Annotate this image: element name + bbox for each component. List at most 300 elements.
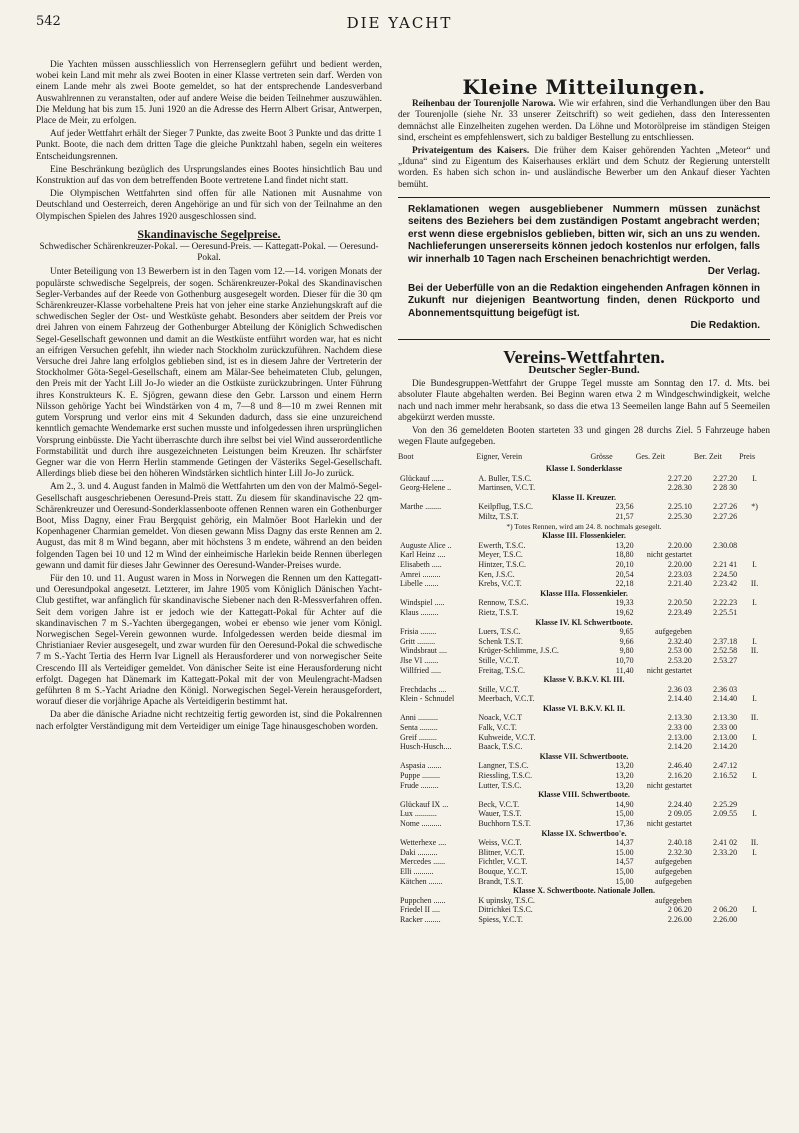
- section-title: Skandinavische Segelpreise.: [137, 226, 281, 241]
- owner-club: Martinsen, V.C.T.: [478, 483, 536, 493]
- section-subline: Schwedischer Schärenkreuzer-Pokal. — Oeresund-Preis. — Kattegatt-Pokal. — Oeresund-Pokal.: [39, 242, 379, 264]
- divider: [398, 197, 770, 198]
- corrected-time: 2.27.26: [713, 512, 738, 522]
- news-item: [398, 146, 770, 191]
- notice-redaktion-text: Bei der Ueberfülle von an die Redaktion eingehenden Anfragen können in Zukunft nur diejenigen Beantwortung finden, denen Rückporto und Abonnementsquittung beigefügt ist.: [408, 282, 760, 319]
- boat-name: Frechdachs ....: [400, 684, 447, 694]
- results-header-row: [398, 450, 770, 464]
- paragraph: Da aber die dänische Ariadne nicht rechtzeitig fertig geworden ist, sind die Pokalrennen nach erfolgter Verständigung mit dem Verteidiger um einige Tage hinausgeschoben worden.: [36, 710, 382, 732]
- size: 23,56: [615, 502, 634, 512]
- total-time: 2.33 00: [667, 723, 692, 733]
- prize: [739, 512, 770, 522]
- corrected-time: [694, 867, 739, 877]
- class-heading: Klasse V. B.K.V. Kl. III.: [543, 675, 625, 685]
- corrected-time: 2.24.50: [713, 569, 738, 579]
- class-heading: Klasse IX. Schwertboo'e.: [541, 828, 627, 838]
- corrected-time: 2.33.20: [713, 847, 738, 857]
- paragraph: Für den 10. und 11. August waren in Moss in Norwegen die Rennen um den Kattegatt- und Oeresundpokal angesetzt. Letzterer, im Jahre 1905 vom Königlich Dänischen Yacht-Club gestiftet, war anfänglich für skandinavische Siebener nach den R-Messverfahren offen. Seit dem vorigen Jahre ist er jedoch wie der Kattegatt-Pokal für Achter auf die skandinavischen 7 m S.-Yachten übergegangen, wobei er ebenso wie jener vom Königl. Norwegischen Segel-Verein gewonnen wurde. Infolgedessen werden beide diesmal im Christianiaer Revier ausgesegelt, und zwar wurden für den Oeresund-Pokal die schwedische 7 m S.-Yacht Tertia des Herrn Ivar Lignell als Herausforderer und von norwegischer Seite Crescendo III als Verteidiger gemeldet. Von dänischer Seite ist eine Herausforderung nicht erfolgt. Dagegen hat Dänemark im Kattegatt-Pokal mit der von Meulengracht-Madsen geführten 8 m S.-Yacht Ariadne den Königl. Norwegischen Segel-Verein herausgefordert, worauf dieser die vorjährige Apache als Verteidigerin bestimmt hat.: [36, 573, 382, 708]
- class-heading: Klasse IIIa. Flossenkieler.: [540, 588, 628, 598]
- corrected-time: 2.09.55: [713, 809, 738, 819]
- owner-club: Schenk T.S.T.: [478, 636, 523, 646]
- boat-name: Greif .........: [400, 732, 437, 742]
- class-heading-row: [398, 829, 770, 839]
- class-heading: Klasse II. Kreuzer.: [552, 492, 616, 502]
- corrected-time: 2.47.12: [713, 761, 738, 771]
- owner-club: Riessling, T.S.C.: [478, 771, 533, 781]
- prize: II.: [750, 838, 759, 848]
- table-row: [398, 905, 770, 915]
- corrected-time: [694, 627, 739, 637]
- corrected-time: [694, 550, 739, 560]
- results-body: [398, 464, 770, 925]
- prize: *): [751, 502, 758, 512]
- size: 14,37: [615, 838, 634, 848]
- corrected-time: [694, 857, 739, 867]
- size: 19,62: [615, 607, 634, 617]
- vereins-wettfahrten-title: Vereins-Wettfahrten.: [503, 346, 665, 367]
- table-row: [398, 761, 770, 771]
- owner-club: Weiss, V.C.T.: [478, 838, 522, 848]
- table-row: [398, 877, 770, 887]
- table-row: [398, 627, 770, 637]
- owner-club: Luers, T.S.C.: [478, 627, 521, 637]
- size: [590, 713, 635, 723]
- prize: [739, 915, 770, 925]
- paragraph: Die Bundesgruppen-Wettfahrt der Gruppe Tegel musste am Sonntag den 17. d. Mts. bei absoluter Flaute abgehalten werden. Bei Beginn waren etwa 2 m Windgeschwindigkeit, welche nach und nach immer mehr herabsank, so dass die etwa 13 Seemeilen lange Bahn auf 5 Seemeilen abgekürzt werden musste.: [398, 379, 770, 423]
- owner-club: Krüger-Schlimme, J.S.C.: [478, 646, 559, 656]
- owner-club: Lutter, T.S.C.: [478, 780, 522, 790]
- boat-name: Georg-Helene ..: [400, 483, 452, 493]
- prize: [739, 819, 770, 829]
- class-heading-row: [398, 886, 770, 896]
- total-time: 2.20.00: [667, 559, 692, 569]
- corrected-time: 2.16.52: [713, 771, 738, 781]
- owner-club: Ewerth, T.S.C.: [478, 540, 526, 550]
- total-time: 2.32.30: [667, 847, 692, 857]
- boat-name: Marthe ........: [400, 502, 442, 512]
- size: 17,36: [615, 819, 634, 829]
- table-row: [398, 781, 770, 791]
- table-row: [398, 694, 770, 704]
- corrected-time: 2.26.00: [713, 914, 738, 924]
- prize: I.: [752, 559, 757, 569]
- owner-club: Krebs, V.C.T.: [478, 579, 522, 589]
- table-row: [398, 579, 770, 589]
- total-time: aufgegeben: [655, 857, 692, 867]
- prize: [739, 742, 770, 752]
- kleine-mitteilungen-title: Kleine Mitteilungen.: [462, 75, 706, 99]
- corrected-time: 2.27.20: [713, 473, 738, 483]
- boat-name: Klaus .........: [400, 607, 439, 617]
- corrected-time: 2 28 30: [713, 483, 738, 493]
- prize: I.: [752, 598, 757, 608]
- boat-name: Elli ..........: [400, 866, 434, 876]
- news-item: [398, 99, 770, 144]
- prize: [739, 781, 770, 791]
- corrected-time: 2.41 02: [713, 838, 738, 848]
- page-number: 542: [36, 14, 61, 29]
- boat-name: Husch-Husch....: [400, 742, 452, 752]
- table-row: [398, 560, 770, 570]
- class-heading-row: [398, 704, 770, 714]
- owner-club: Blitner, V.C.T.: [478, 847, 525, 857]
- divider: [398, 339, 770, 340]
- paragraph: Von den 36 gemeldeten Booten starteten 33 und gingen 28 durchs Ziel. 5 Fahrzeuge haben wegen Flaute aufgegeben.: [398, 426, 770, 448]
- class-heading-row: [398, 675, 770, 685]
- size: 19,33: [615, 598, 634, 608]
- prize: [739, 800, 770, 810]
- boat-name: Karl Heinz ....: [400, 550, 446, 560]
- prize: I.: [752, 694, 757, 704]
- size: [590, 474, 635, 484]
- corrected-time: [694, 666, 739, 676]
- prize: I.: [752, 473, 757, 483]
- boat-name: Anni ..........: [400, 713, 438, 723]
- notice-verlag-signature: Der Verlag.: [707, 266, 760, 278]
- owner-club: Falk, V.C.T.: [478, 723, 517, 733]
- total-time: aufgegeben: [655, 895, 692, 905]
- table-row: [398, 550, 770, 560]
- section-paragraphs: [36, 267, 382, 732]
- prize: [739, 896, 770, 906]
- prize: I.: [752, 809, 757, 819]
- class-heading-row: [398, 493, 770, 503]
- table-row: [398, 723, 770, 733]
- boat-name: [398, 512, 476, 522]
- owner-club: Rietz, T.S.T.: [478, 607, 519, 617]
- total-time: nicht gestartet: [646, 550, 692, 560]
- size: [590, 694, 635, 704]
- total-time: 2 09.05: [667, 809, 692, 819]
- boat-name: Racker ........: [400, 914, 441, 924]
- total-time: nicht gestartet: [646, 819, 692, 829]
- notice-verlag: [408, 204, 760, 279]
- owner-club: Stille, V.C.T.: [478, 655, 520, 665]
- total-time: 2.46.40: [667, 761, 692, 771]
- corrected-time: 2.37.18: [713, 636, 738, 646]
- total-time: 2.16.20: [667, 771, 692, 781]
- notice-verlag-text: Reklamationen wegen ausgebliebener Nummern müssen zunächst seitens des Beziehers bei dem zuständigen Postamt angebracht werden; erst wenn diese ergebnislos geblieben, bitten wir, sich an uns zu wenden. Nachlieferungen unsererseits können jedoch kostenlos nur erfolgen, falls wir innerhalb 10 Tagen nach Erscheinen benachrichtigt werden.: [408, 203, 760, 265]
- table-row: [398, 896, 770, 906]
- table-row: [398, 867, 770, 877]
- table-row: [398, 771, 770, 781]
- total-time: 2.32.40: [667, 636, 692, 646]
- corrected-time: 2.25.29: [713, 799, 738, 809]
- results-table: [398, 450, 770, 924]
- corrected-time: 2.25.51: [713, 607, 738, 617]
- owner-club: Ditrichkei T.S.C.: [478, 905, 533, 915]
- size: 15,00: [615, 866, 634, 876]
- prize: [739, 761, 770, 771]
- owner-club: Meerbach, V.C.T.: [478, 694, 535, 704]
- corrected-time: 2.13.30: [713, 713, 738, 723]
- owner-club: Wauer, T.S.T.: [478, 809, 522, 819]
- prize: [739, 608, 770, 618]
- boat-name: Windspiel .....: [400, 598, 445, 608]
- column-header: Ges. Zeit: [635, 452, 665, 462]
- prize: II.: [750, 579, 759, 589]
- table-row: [398, 474, 770, 484]
- paragraph: Die Olympischen Wettfahrten sind offen für alle Nationen mit Ausnahme von Deutschland und Oesterreich, deren Angehörige an und für sich von der Teilnahme an den Olympischen Spielen des Jahres 1920 ausgeschlossen sind.: [36, 189, 382, 222]
- vereins-wettfahrten-text: [398, 379, 770, 448]
- prize: [739, 541, 770, 551]
- prize: I.: [752, 847, 757, 857]
- size: 14,90: [615, 799, 634, 809]
- owner-club: Meyer, T.S.C.: [478, 550, 523, 560]
- prize: [739, 627, 770, 637]
- table-row: [398, 819, 770, 829]
- corrected-time: 2.33 00: [713, 723, 738, 733]
- total-time: 2.36 03: [667, 684, 692, 694]
- prize: [739, 723, 770, 733]
- corrected-time: 2.52.58: [713, 646, 738, 656]
- total-time: aufgegeben: [655, 866, 692, 876]
- prize: [739, 867, 770, 877]
- left-column: [36, 60, 382, 735]
- corrected-time: 2.21 41: [713, 559, 738, 569]
- owner-club: Beck, V.C.T.: [478, 799, 520, 809]
- boat-name: Lux ...........: [400, 809, 437, 819]
- table-row: [398, 838, 770, 848]
- prize: [739, 550, 770, 560]
- prize: I.: [752, 732, 757, 742]
- owner-club: Noack, V.C.T: [478, 713, 523, 723]
- prize: [739, 857, 770, 867]
- prize: [739, 483, 770, 493]
- prize: I.: [752, 771, 757, 781]
- boat-name: Puppe .........: [400, 771, 440, 781]
- corrected-time: 2.22.23: [713, 598, 738, 608]
- boat-name: Klein - Schnudel: [400, 694, 455, 704]
- boat-name: Friedel II ....: [400, 905, 440, 915]
- notice-redaktion: [408, 283, 760, 333]
- vereins-wettfahrten-subtitle: Deutscher Segler-Bund.: [528, 364, 640, 377]
- boat-name: Senta .........: [400, 723, 438, 733]
- total-time: nicht gestartet: [646, 665, 692, 675]
- size: [590, 896, 635, 906]
- size: 15,00: [615, 876, 634, 886]
- owner-club: Kuhweide, V.C.T.: [478, 732, 536, 742]
- class-heading-row: [398, 531, 770, 541]
- prize: II.: [750, 713, 759, 723]
- paragraph: Die Yachten müssen ausschliesslich von Herrenseglern geführt und bedient werden, wobei kein Land mit mehr als zwei Booten in einer Klasse vertreten sein darf. Werden von einem Lande mehr als zwei Boote gemeldet, so hat der entsprechende Landesverband Auswahlrennen zu veranstalten, oder auf andere Weise die beiden Teilnehmer auszuwählen. Die Meldung hat bis zum 15. Juni 1920 an die Adresse des Herrn Albert Grisar, Antwerpen, Place de Meir, zu erfolgen.: [36, 60, 382, 127]
- class-heading: Klasse VII. Schwertboote.: [539, 751, 629, 761]
- paragraph: Am 2., 3. und 4. August fanden in Malmö die Wettfahrten um den von der Malmö-Segel-Gesellschaft ausgeschriebenen Oeresund-Preis statt. Zu diesem für skandinavische 22 qm-Schärenkreuzer und Oeresund-Sonderklassenboote offenen Rennen waren ein Gothenburger Boot, Miss Dagny, einer Frau Bergquist gehörig, ein Malmöer Boot Harlekin und der Kopenhagener Charmian gemeldet. Von diesen gewann Miss Dagny das erste Rennen am 2. August, das mit 8 m Wind begann, aber mit höchstens 3 m endete, während an den beiden folgenden Tagen bei 10 und 12 m Wind der einheimische Harlekin beide Rennen überlegen gewann und damit für dieses Jahr Gewinner des Oeresund-Wander-Preises wurde.: [36, 482, 382, 571]
- total-time: aufgegeben: [655, 627, 692, 637]
- owner-club: Rennow, T.S.C.: [478, 598, 529, 608]
- paragraph: Eine Beschränkung bezüglich des Ursprungslandes eines Bootes hinsichtlich Bau und Konstruktion auf das von dem betreffenden Boote vertretene Land findet nicht statt.: [36, 164, 382, 187]
- table-row: [398, 598, 770, 608]
- intro-paragraphs: [36, 60, 382, 223]
- class-heading: Klasse IV. Kl. Schwertboote.: [535, 617, 633, 627]
- table-row: [398, 541, 770, 551]
- prize: [739, 570, 770, 580]
- corrected-time: [694, 781, 739, 791]
- corrected-time: 2.30.08: [713, 540, 738, 550]
- prize: [739, 656, 770, 666]
- size: 22,18: [615, 579, 634, 589]
- size: 9,80: [619, 646, 634, 656]
- size: 13,20: [615, 780, 634, 790]
- size: 9,65: [619, 627, 634, 637]
- size: 14,57: [615, 857, 634, 867]
- right-column: [398, 60, 770, 925]
- class-heading-row: [398, 790, 770, 800]
- total-time: 2.27.20: [667, 473, 692, 483]
- class-heading: Klasse VIII. Schwertboote.: [538, 790, 630, 800]
- table-row: [398, 608, 770, 618]
- table-row: [398, 502, 770, 512]
- total-time: 2.20.00: [667, 540, 692, 550]
- note-row: [398, 522, 770, 532]
- class-heading: Klasse III. Flossenkieler.: [542, 531, 626, 541]
- table-row: [398, 637, 770, 647]
- notice-redaktion-signature: Die Redaktion.: [690, 320, 760, 332]
- size: 9,66: [619, 636, 634, 646]
- prize: I.: [752, 636, 757, 646]
- class-heading: Klasse X. Schwertboote. Nationale Jollen.: [513, 886, 655, 896]
- boat-name: Windsbraut ....: [400, 646, 448, 656]
- boat-name: Daki ..........: [400, 847, 438, 857]
- class-heading: Klasse VI. B.K.V. Kl. II.: [543, 703, 625, 713]
- size: [590, 915, 635, 925]
- size: 10,70: [615, 655, 634, 665]
- column-header: Ber. Zeit: [693, 452, 722, 462]
- corrected-time: 2.27.26: [713, 502, 738, 512]
- total-time: 2.14.40: [667, 694, 692, 704]
- owner-club: Baack, T.S.C.: [478, 742, 523, 752]
- boat-name: Mercedes ......: [400, 857, 446, 867]
- corrected-time: [694, 819, 739, 829]
- size: 13,20: [615, 761, 634, 771]
- size: [590, 905, 635, 915]
- boat-name: Jlse VI .......: [400, 655, 439, 665]
- boat-name: Nome ..........: [400, 819, 442, 829]
- table-row: [398, 848, 770, 858]
- total-time: 2 06.20: [667, 905, 692, 915]
- table-row: [398, 570, 770, 580]
- owner-club: Fichtler, V.C.T.: [478, 857, 528, 867]
- total-time: 2.13.30: [667, 713, 692, 723]
- boat-name: Amrei .........: [400, 569, 441, 579]
- table-row: [398, 656, 770, 666]
- corrected-time: 2.14.20: [713, 742, 738, 752]
- corrected-time: 2.13.00: [713, 732, 738, 742]
- total-time: 2.28.30: [667, 483, 692, 493]
- total-time: 2.14.20: [667, 742, 692, 752]
- total-time: 2.40.18: [667, 838, 692, 848]
- table-row: [398, 809, 770, 819]
- boat-name: Auguste Alice ..: [400, 540, 452, 550]
- owner-club: Brandt, T.S.T.: [478, 876, 524, 886]
- boat-name: Frisia ........: [400, 627, 437, 637]
- boat-name: Kätchen .......: [400, 876, 443, 886]
- paragraph: Unter Beteiligung von 13 Bewerbern ist in den Tagen vom 12.—14. vorigen Monats der populärste schwedische Segelpreis, der sogen. Schärenkreuzer-Pokal des Skandinavischen Segler-Verbandes auf der Reede von Gothenburg ausgesegelt worden. Dieser für die 30 qm Schärenkreuzer-Klasse vorbehaltene Preis hat von jeher eine starke Anziehungskraft auf die schwedischen Segler der Ost- und Westküste gehabt. Besonders aber seitdem der Preis vor drei Jahren von einem Fahrzeug der Gothenburger Abteilung der Königlich Schwedischen Segel-Gesellschaft gewonnen und damit an die Westküste entführt worden war, hat es nicht an eifrigen Versuchen gefehlt, ihn wieder nach Stockholm zurückzuführen. Nachdem diese Versuche drei Jahre lang erfolglos geblieben sind, ist es in diesem Jahre der Vertreterin der Stockholmer Göta-Segel-Gesellschaft, einem am Mälar-See beheimateten Club, gelungen, den Preis mit der Yacht Lill Jo-Jo wieder an die Ostküste zurückzubringen. Unter Führung ihres Konstrukteurs K. E. Sjögren, gewann diese den Gebr. Larsson und einem Herrn Nilsson gehörige Yacht bei Windstärken von 4 m, 7—8 und 8—10 m zwei Rennen mit gutem Vorsprung und verlor eins mit 4 Sekunden dadurch, dass sie eine unzureichend kenntlich gemachte Wendemarke erst suchen musste und infolgedessen ihren ursprünglichen Vorsprung einbüsste. Die Yacht überraschte durch ihre selbst bei viel Wind ausserordentliche Formstabilität und durch ihre ausgezeichneten Leistungen beim Kreuzen. Ihr schärfster Gegner war die von Herrn Herlin stammende Getingen der Västeriks Segel-Gesellschaft. Allerdings blieb diese bei den höheren Windstärken sichtlich hinter Lill Jo-Jo zurück.: [36, 267, 382, 480]
- size: [590, 483, 635, 493]
- total-time: 2.23.03: [667, 569, 692, 579]
- class-heading-row: [398, 618, 770, 628]
- owner-club: K upinsky, T.S.C.: [478, 895, 535, 905]
- news-item-text: Die früher dem Kaiser gehörenden Yachten „Meteor“ und „Iduna“ sind zu Eigentum des Kaiserhauses erklärt und dem Schutz der Regierung unterstellt worden. Es haben sich schon in- und ausländische Bewerber um den Ankauf dieser Yachten bemüht.: [398, 146, 770, 190]
- size: [590, 733, 635, 743]
- boat-name: Willfried .....: [400, 665, 441, 675]
- size: [590, 742, 635, 752]
- size: 11,40: [615, 665, 634, 675]
- owner-club: Freitag, T.S.C.: [478, 665, 525, 675]
- paragraph: Auf jeder Wettfahrt erhält der Sieger 7 Punkte, das zweite Boot 3 Punkte und das dritte 1 Punkt. Boote, die nach dem dritten Tage die gleiche Punktzahl haben, segeln ein weiteres Entscheidungsrennen.: [36, 129, 382, 162]
- news-item-lead: Privateigentum des Kaisers.: [412, 146, 535, 157]
- owner-club: Bouque, Y.C.T.: [478, 866, 528, 876]
- size: 20,54: [615, 569, 634, 579]
- size: 21,57: [615, 512, 634, 522]
- table-row: [398, 800, 770, 810]
- total-time: 2.53 00: [667, 646, 692, 656]
- corrected-time: 2.36 03: [713, 684, 738, 694]
- total-time: 2.24.40: [667, 799, 692, 809]
- prize: [739, 685, 770, 695]
- boat-name: Frude .........: [400, 780, 439, 790]
- table-note: *) Totes Rennen, wird am 24. 8. nochmals gesegelt.: [506, 521, 662, 531]
- table-row: [398, 742, 770, 752]
- corrected-time: [694, 877, 739, 887]
- news-item-text: Wie wir erfahren, sind die Verhandlungen über den Bau der Tourenjolle (siehe Nr. 33 unserer Zeitschrift) so weit gediehen, dass den Interessenten demnächst alle Einzelheiten zugehen werden. Da Löhne und Motorölpreise im ständigen Steigen sind, erscheint es empfehlenswert, sich zu baldiger Bestellung zu entschliessen.: [398, 99, 770, 143]
- class-heading-row: [398, 464, 770, 474]
- size: [590, 685, 635, 695]
- corrected-time: 2.23.42: [713, 579, 738, 589]
- class-heading-row: [398, 589, 770, 599]
- class-heading: Klasse I. Sonderklasse: [545, 464, 623, 474]
- corrected-time: 2.53.27: [713, 655, 738, 665]
- boat-name: Gritt .........: [400, 636, 436, 646]
- column-header: Grösse: [590, 452, 613, 462]
- table-row: [398, 713, 770, 723]
- prize: II.: [750, 646, 759, 656]
- class-heading-row: [398, 752, 770, 762]
- total-time: 2.53.20: [667, 655, 692, 665]
- boat-name: Wetterhexe ....: [400, 838, 447, 848]
- news-item-lead: Reihenbau der Tourenjolle Narowa.: [412, 99, 559, 110]
- column-header: Boot: [398, 452, 414, 462]
- size: 18,80: [615, 550, 634, 560]
- table-row: [398, 857, 770, 867]
- total-time: 2.20.50: [667, 598, 692, 608]
- owner-club: Buchhorn T.S.T.: [478, 819, 531, 829]
- journal-title: DIE YACHT: [346, 14, 453, 32]
- prize: I.: [752, 905, 757, 915]
- table-row: [398, 733, 770, 743]
- total-time: 2.23.49: [667, 607, 692, 617]
- corrected-time: 2 06.20: [713, 905, 738, 915]
- column-header: Preis: [739, 452, 756, 462]
- owner-club: Spiess, Y.C.T.: [478, 914, 523, 924]
- total-time: 2.13.00: [667, 732, 692, 742]
- size: 13,20: [615, 771, 634, 781]
- owner-club: Langner, T.S.C.: [478, 761, 529, 771]
- prize: [739, 666, 770, 676]
- owner-club: Keilpflug, T.S.C.: [478, 502, 533, 512]
- prize: [739, 877, 770, 887]
- owner-club: Ken, J.S.C.: [478, 569, 515, 579]
- table-row: [398, 685, 770, 695]
- owner-club: Stille, V.C.T.: [478, 684, 520, 694]
- owner-club: A. Buller, T.S.C.: [478, 473, 532, 483]
- size: 15,00: [615, 809, 634, 819]
- size: 13,20: [615, 540, 634, 550]
- total-time: 2.25.30: [667, 512, 692, 522]
- table-row: [398, 646, 770, 656]
- table-row: [398, 915, 770, 925]
- table-row: [398, 483, 770, 493]
